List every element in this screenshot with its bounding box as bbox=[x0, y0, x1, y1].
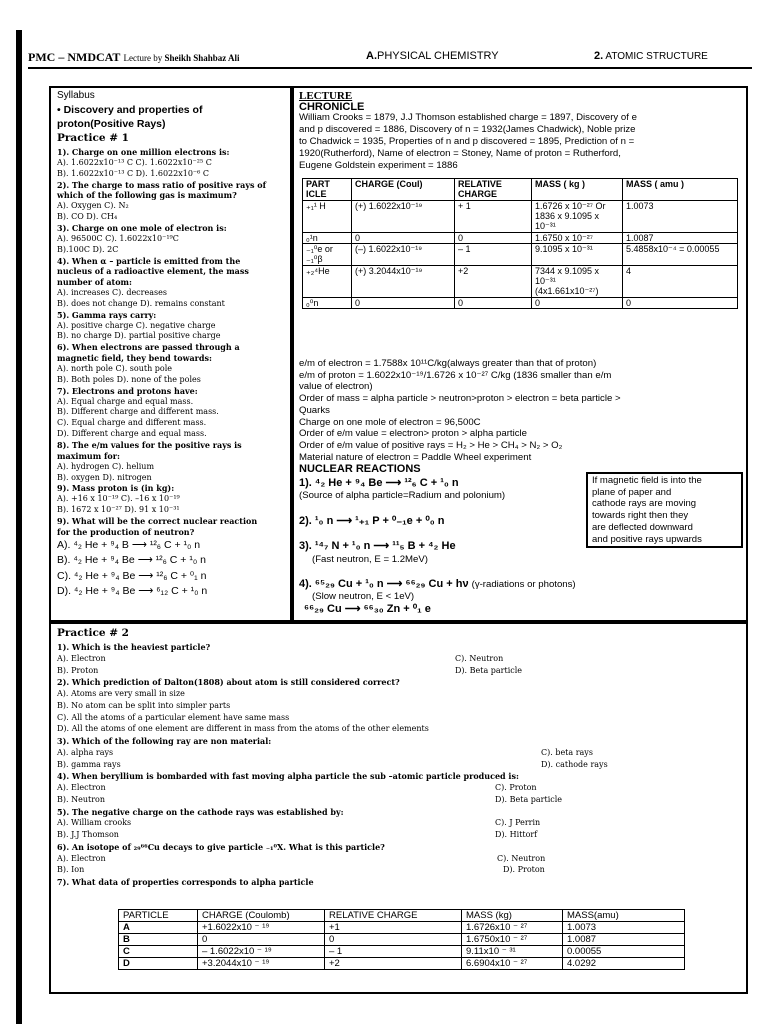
particle-row bbox=[303, 244, 738, 266]
course-name: PMC – NMDCAT bbox=[28, 50, 121, 64]
practice1-line: 9). What will be the correct nuclear reaction bbox=[57, 515, 258, 526]
practice1-line: 2). The charge to mass ratio of positive rays of bbox=[57, 179, 267, 190]
practice2-option: C). beta rays bbox=[541, 747, 593, 757]
practice1-line: B). Both poles D). none of the poles bbox=[57, 374, 201, 384]
particle-cell: 0 bbox=[352, 297, 455, 308]
chronicle-line: to Chadwick = 1935, Properties of n and p discovered = 1895, Prediction of n = bbox=[299, 136, 635, 147]
practice2-option: A). Atoms are very small in size bbox=[57, 689, 185, 698]
alpha-option-cell: +3.2044x10 ⁻ ¹⁹ bbox=[198, 958, 325, 970]
alpha-option-cell: +2 bbox=[325, 958, 462, 970]
lecture-fact: value of electron) bbox=[299, 381, 373, 393]
particle-cell: ₀⁰n bbox=[303, 297, 352, 308]
alpha-option-cell: B bbox=[119, 934, 198, 946]
col-mass-kg: MASS (kg) bbox=[462, 910, 563, 922]
alpha-options-table bbox=[118, 909, 685, 970]
particle-cell: 1.6750 x 10⁻²⁷ bbox=[532, 232, 623, 243]
alpha-option-cell: A bbox=[119, 922, 198, 934]
reaction-4: 4). ⁶⁵₂₉ Cu + ¹₀ n ⟶ ⁶⁶₂₉ Cu + hν bbox=[299, 578, 469, 590]
practice2-option: C). Neutron bbox=[455, 653, 504, 663]
magnetic-note-line: plane of paper and bbox=[592, 486, 672, 498]
chronicle-title: CHRONICLE bbox=[299, 101, 365, 113]
lecture-fact: Order of e/m value = electron> proton > alpha particle bbox=[299, 428, 527, 440]
practice2-option: C). Neutron bbox=[497, 853, 546, 863]
magnetic-note-line: If magnetic field is into the bbox=[592, 475, 702, 486]
practice2-question: 7). What data of properties corresponds to alpha particle bbox=[57, 877, 314, 887]
practice1-line: which of the following gas is maximum? bbox=[57, 190, 237, 201]
particle-cell: ₊₁¹ H bbox=[303, 200, 352, 232]
particle-cell: 0 bbox=[623, 297, 738, 308]
practice2-option: C). All the atoms of a particular element have same mass bbox=[57, 712, 290, 722]
practice2-option: A). Electron bbox=[57, 653, 106, 663]
practice1-line: A). hydrogen C). helium bbox=[57, 461, 155, 471]
practice2-question: 5). The negative charge on the cathode rays was established by: bbox=[57, 806, 344, 817]
practice1-line: A). 1.6022x10⁻¹³ C C). 1.6022x10⁻²⁵ C bbox=[57, 157, 212, 167]
reaction-3: 3). ¹⁴₇ N + ¹₀ n ⟶ ¹¹₅ B + ⁴₂ He bbox=[299, 540, 456, 552]
chapter-number: 2. bbox=[594, 50, 604, 62]
particle-cell: (+) 1.6022x10⁻¹⁹ bbox=[352, 200, 455, 232]
particle-cell: ₊₂⁴He bbox=[303, 265, 352, 297]
particle-cell: (–) 1.6022x10⁻¹⁹ bbox=[352, 244, 455, 266]
practice2-option: A). Electron bbox=[57, 783, 106, 792]
practice2-question: 3). Which of the following ray are non material: bbox=[57, 736, 272, 746]
alpha-option-cell: 0.00055 bbox=[563, 946, 685, 958]
particle-cell: 0 bbox=[352, 232, 455, 243]
chapter-title: ATOMIC STRUCTURE bbox=[605, 51, 708, 62]
practice1-line: B). CO D). CH₄ bbox=[57, 212, 118, 222]
practice1-reaction-option: C). ⁴₂ He + ⁹₄ Be ⟶ ¹²₆ C + ⁰₁ n bbox=[57, 569, 207, 582]
header-rule bbox=[28, 67, 752, 69]
col-charge: CHARGE (Coul) bbox=[352, 179, 455, 201]
chronicle-line: William Crooks = 1879, J.J Thomson established charge = 1897, Discovery of e bbox=[299, 112, 637, 123]
alpha-option-cell: C bbox=[119, 946, 198, 958]
practice1-line: 9). Mass proton is (in kg): bbox=[57, 483, 175, 494]
lecture-panel bbox=[292, 86, 748, 622]
practice1-line: C). Equal charge and different mass. bbox=[57, 418, 207, 428]
practice2-option: B). Neutron bbox=[57, 794, 105, 804]
practice1-line: 7). Electrons and protons have: bbox=[57, 385, 198, 396]
practice1-line: A). Oxygen C). N₂ bbox=[57, 201, 129, 211]
chronicle-line: 1920(Rutherford), Name of electron = Stoney, Name of proton = Rutherford, bbox=[299, 148, 621, 159]
alpha-option-cell: 6.6904x10 ⁻ ²⁷ bbox=[462, 958, 563, 970]
practice1-line: 6). When electrons are passed through a bbox=[57, 342, 240, 353]
practice1-line: B). 1672 x 10⁻²⁷ D). 91 x 10⁻³¹ bbox=[57, 505, 180, 515]
particle-table-header bbox=[303, 179, 738, 201]
col-mass-amu: MASS(amu) bbox=[563, 910, 685, 922]
syllabus-topic-line1: • Discovery and properties of bbox=[57, 104, 203, 116]
particle-cell: ₀¹n bbox=[303, 232, 352, 243]
practice2-option: D). Proton bbox=[503, 865, 545, 875]
alpha-option-row bbox=[119, 946, 685, 958]
practice1-line: A). 96500C C). 1.6022x10⁻¹⁹C bbox=[57, 233, 179, 243]
lecturer-prefix: Lecture by bbox=[123, 53, 165, 63]
practice1-line: B). does not change D). remains constant bbox=[57, 298, 225, 308]
alpha-option-row bbox=[119, 922, 685, 934]
practice1-line: A). positive charge C). negative charge bbox=[57, 320, 216, 330]
particle-cell: 7344 x 9.1095 x 10⁻³¹ (4x1.661x10⁻²⁷) bbox=[532, 265, 623, 297]
practice2-option: B). Proton bbox=[57, 665, 99, 675]
practice1-title: Practice # 1 bbox=[57, 132, 129, 144]
practice2-option: A). alpha rays bbox=[57, 747, 114, 757]
practice2-option: B). No atom can be split into simpler parts bbox=[57, 700, 231, 710]
alpha-option-cell: 1.0087 bbox=[563, 934, 685, 946]
nuclear-reactions-title: NUCLEAR REACTIONS bbox=[299, 463, 421, 475]
col-mass-kg: MASS ( kg ) bbox=[532, 179, 623, 201]
practice2-option: C). Proton bbox=[495, 783, 537, 792]
alpha-option-row bbox=[119, 958, 685, 970]
reaction-1-note: (Source of alpha particle=Radium and polonium) bbox=[299, 490, 506, 501]
alpha-option-cell: 0 bbox=[325, 934, 462, 946]
practice2-option: D). All the atoms of one element are different in mass from the atoms of the other elements bbox=[57, 724, 429, 734]
particle-cell: +2 bbox=[455, 265, 532, 297]
lecture-fact: Order of e/m value of positive rays = H₂ > He > CH₄ > N₂ > O₂ bbox=[299, 439, 563, 451]
practice1-line: A). increases C). decreases bbox=[57, 288, 167, 297]
particle-row bbox=[303, 297, 738, 308]
practice1-line: number of atom: bbox=[57, 277, 132, 288]
particle-cell: ₋₁⁰e or ₋₁⁰β bbox=[303, 244, 352, 266]
magnetic-note-line: towards right then they bbox=[592, 510, 689, 522]
chronicle-line: Eugene Goldstein experiment = 1886 bbox=[299, 160, 458, 171]
lecture-fact: e/m of proton = 1.6022x10⁻¹⁹/1.6726 x 10⁻²⁷ C/kg (1836 smaller than e/m bbox=[299, 369, 612, 381]
particle-cell: 1.0073 bbox=[623, 200, 738, 232]
particle-cell: 9.1095 x 10⁻³¹ bbox=[532, 244, 623, 266]
alpha-option-row bbox=[119, 934, 685, 946]
lecture-fact: Material nature of electron = Paddle Wheel experiment bbox=[299, 451, 532, 463]
practice2-panel bbox=[49, 622, 748, 994]
particle-row bbox=[303, 265, 738, 297]
magnetic-note-line: cathode rays are moving bbox=[592, 498, 697, 510]
page-header bbox=[28, 50, 748, 64]
practice2-option: D). Beta particle bbox=[495, 794, 563, 804]
practice2-option: B). gamma rays bbox=[57, 759, 121, 769]
practice2-option: B). Ion bbox=[57, 865, 85, 875]
practice1-line: A). Equal charge and equal mass. bbox=[57, 396, 194, 406]
practice1-line: D). Different charge and equal mass. bbox=[57, 429, 207, 439]
practice1-line: 5). Gamma rays carry: bbox=[57, 309, 157, 320]
practice2-option: B). J.J Thomson bbox=[57, 830, 119, 839]
particle-cell: 1.0087 bbox=[623, 232, 738, 243]
practice2-option: C). J Perrin bbox=[495, 818, 541, 828]
alpha-option-cell: +1.6022x10 ⁻ ¹⁹ bbox=[198, 922, 325, 934]
practice1-reaction-option: D). ⁴₂ He + ⁹₄ Be ⟶ ⁶₁₂ C + ¹₀ n bbox=[57, 585, 208, 598]
lecture-title: LECTURE bbox=[299, 90, 353, 102]
alpha-table-header bbox=[119, 910, 685, 922]
practice2-question: 1). Which is the heaviest particle? bbox=[57, 642, 211, 652]
practice1-line: B). oxygen D). nitrogen bbox=[57, 472, 152, 482]
practice2-question: 6). An isotope of ₂₉⁶⁶Cu decays to give particle ₋₁⁰X. What is this particle? bbox=[57, 841, 385, 852]
col-charge-coulomb: CHARGE (Coulomb) bbox=[198, 910, 325, 922]
practice1-reaction-option: B). ⁴₂ He + ⁹₄ Be ⟶ ¹²₆ C + ¹₀ n bbox=[57, 554, 206, 567]
practice1-line: nucleus of a radioactive element, the mass bbox=[57, 266, 249, 277]
practice2-option: D). Beta particle bbox=[455, 665, 523, 675]
col-mass-amu: MASS ( amu ) bbox=[623, 179, 738, 201]
header-chapter bbox=[594, 50, 708, 62]
chronicle-line: and p discovered = 1886, Discovery of n = 1932(James Chadwick), Noble prize bbox=[299, 124, 636, 135]
practice2-question: 4). When beryllium is bombarded with fast moving alpha particle the sub –atomic particle produced is: bbox=[57, 771, 519, 782]
practice2-option: A). Electron bbox=[57, 853, 106, 863]
particle-cell: – 1 bbox=[455, 244, 532, 266]
practice2-question: 2). Which prediction of Dalton(1808) about atom is still considered correct? bbox=[57, 677, 400, 688]
practice1-line: 4). When α – particle is emitted from the bbox=[57, 255, 241, 266]
alpha-option-cell: 0 bbox=[198, 934, 325, 946]
practice1-line: 1). Charge on one million electrons is: bbox=[57, 147, 230, 157]
syllabus-panel bbox=[49, 86, 292, 622]
practice1-line: B). no charge D). partial positive charge bbox=[57, 331, 221, 341]
reaction-4-note: (Slow neutron, E < 1eV) bbox=[312, 591, 415, 602]
section-number: A. bbox=[366, 50, 377, 62]
alpha-option-cell: 4.0292 bbox=[563, 958, 685, 970]
magnetic-field-note bbox=[586, 472, 743, 548]
practice1-line: B). 1.6022x10⁻¹³ C D). 1.6022x10⁻⁶ C bbox=[57, 168, 210, 178]
alpha-option-cell: – 1 bbox=[325, 946, 462, 958]
particle-cell: 0 bbox=[455, 297, 532, 308]
alpha-option-cell: D bbox=[119, 958, 198, 970]
practice2-option: D). Hittorf bbox=[495, 830, 538, 839]
practice1-line: 8). The e/m values for the positive rays is bbox=[57, 439, 242, 450]
practice1-line: A). +16 x 10⁻¹⁹ C). –16 x 10⁻¹⁹ bbox=[57, 494, 180, 504]
alpha-option-cell: 9.11x10 ⁻ ³¹ bbox=[462, 946, 563, 958]
practice2-title: Practice # 2 bbox=[57, 627, 129, 639]
syllabus-topic-line2: proton(Positive Rays) bbox=[57, 118, 166, 130]
lecture-fact: Order of mass = alpha particle > neutron>proton > electron = beta particle > bbox=[299, 393, 621, 405]
syllabus-title: Syllabus bbox=[57, 90, 95, 101]
practice2-option: A). William crooks bbox=[57, 818, 132, 828]
practice1-reaction-option: A). ⁴₂ He + ⁹₄ B ⟶ ¹²₆ C + ¹₀ n bbox=[57, 539, 201, 551]
practice1-line: B).100C D). 2C bbox=[57, 244, 119, 254]
practice1-line: B). Different charge and different mass. bbox=[57, 407, 219, 417]
particle-cell: 0 bbox=[532, 297, 623, 308]
col-relative-charge: RELATIVE CHARGE bbox=[325, 910, 462, 922]
magnetic-note-line: and positive rays upwards bbox=[592, 533, 702, 545]
alpha-option-cell: – 1.6022x10 ⁻ ¹⁹ bbox=[198, 946, 325, 958]
practice1-line: maximum for: bbox=[57, 450, 120, 461]
col-particle: PARTICLE bbox=[119, 910, 198, 922]
particle-cell: (+) 3.2044x10⁻¹⁹ bbox=[352, 265, 455, 297]
col-relative-charge: RELATIVE CHARGE bbox=[455, 179, 532, 201]
lecture-fact: Quarks bbox=[299, 404, 330, 416]
lecture-fact: e/m of electron = 1.7588x 10¹¹C/kg(always greater than that of proton) bbox=[299, 358, 597, 369]
practice1-line: 3). Charge on one mole of electron is: bbox=[57, 222, 227, 233]
lecture-fact: Charge on one mole of electron = 96,500C bbox=[299, 416, 481, 428]
alpha-option-cell: 1.0073 bbox=[563, 922, 685, 934]
particle-cell: 4 bbox=[623, 265, 738, 297]
practice1-line: magnetic field, they bend towards: bbox=[57, 353, 212, 364]
reaction-4-tail: (γ-radiations or photons) bbox=[471, 579, 576, 590]
header-section bbox=[366, 50, 499, 62]
section-title: PHYSICAL CHEMISTRY bbox=[377, 50, 499, 62]
particle-row bbox=[303, 232, 738, 243]
alpha-option-cell: 1.6750x10 ⁻ ²⁷ bbox=[462, 934, 563, 946]
particle-cell: 0 bbox=[455, 232, 532, 243]
alpha-option-cell: +1 bbox=[325, 922, 462, 934]
practice2-option: D). cathode rays bbox=[541, 759, 608, 769]
left-margin-bar bbox=[16, 30, 22, 1024]
reaction-2: 2). ¹₀ n ⟶ ¹₊₁ P + ⁰₋₁e + ⁰₀ n bbox=[299, 515, 445, 527]
particle-cell: 1.6726 x 10⁻²⁷ Or 1836 x 9.1095 x 10⁻³¹ bbox=[532, 200, 623, 232]
magnetic-note-line: are deflected downward bbox=[592, 521, 693, 533]
alpha-option-cell: 1.6726x10 ⁻ ²⁷ bbox=[462, 922, 563, 934]
practice1-line: A). north pole C). south pole bbox=[57, 364, 173, 373]
reaction-5: ⁶⁶₂₉ Cu ⟶ ⁶⁶₃₀ Zn + ⁰₁ e bbox=[304, 603, 431, 615]
lecturer-name: Sheikh Shahbaz Ali bbox=[164, 53, 240, 63]
reaction-1: 1). ⁴₂ He + ⁹₄ Be ⟶ ¹²₆ C + ¹₀ n bbox=[299, 477, 459, 489]
col-particle: PART ICLE bbox=[303, 179, 352, 201]
particle-row bbox=[303, 200, 738, 232]
practice1-line: for the production of neutron? bbox=[57, 526, 195, 537]
header-course bbox=[28, 50, 240, 65]
reaction-3-note: (Fast neutron, E = 1.2MeV) bbox=[312, 554, 428, 565]
particle-cell: 5.4858x10⁻⁴ = 0.00055 bbox=[623, 244, 738, 266]
particle-table bbox=[302, 178, 738, 309]
particle-cell: + 1 bbox=[455, 200, 532, 232]
